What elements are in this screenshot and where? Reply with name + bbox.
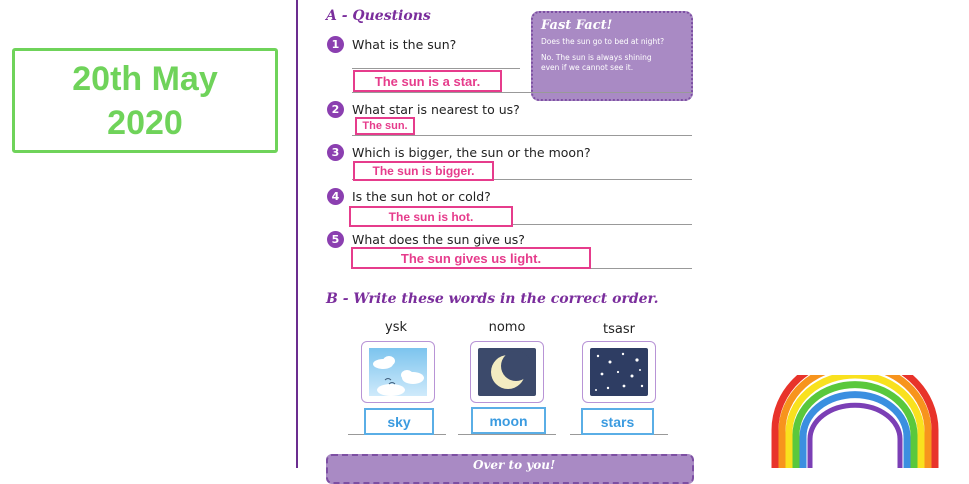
- fast-fact-question: Does the sun go to bed at night?: [541, 37, 665, 46]
- sky-clouds-icon: [369, 348, 427, 396]
- date-line-2: 2020: [107, 103, 183, 142]
- question-text: What is the sun?: [352, 37, 457, 52]
- over-to-you-title: Over to you!: [473, 458, 556, 472]
- night-stars-icon: [590, 348, 648, 396]
- answer-line: [352, 135, 692, 136]
- answer-box[interactable]: The sun is bigger.: [353, 161, 494, 181]
- scrambled-word: ysk: [385, 320, 407, 335]
- fast-fact-title: Fast Fact!: [541, 18, 613, 33]
- question-number: 3: [327, 144, 344, 161]
- date-box: [12, 48, 278, 153]
- section-b-title: B - Write these words in the correct order.: [326, 291, 659, 307]
- answer-box[interactable]: The sun gives us light.: [351, 247, 591, 269]
- answer-line: [352, 92, 692, 93]
- over-to-you-box: [326, 454, 694, 484]
- crescent-moon-icon: [478, 348, 536, 396]
- question-text: Which is bigger, the sun or the moon?: [352, 145, 591, 160]
- rainbow-drawing: [765, 375, 945, 468]
- question-text: What star is nearest to us?: [352, 102, 520, 117]
- answer-box[interactable]: The sun.: [355, 117, 415, 135]
- word-answer-box[interactable]: moon: [471, 407, 546, 434]
- scrambled-word: tsasr: [603, 322, 635, 337]
- answer-line: [458, 434, 556, 435]
- question-text: What does the sun give us?: [352, 232, 525, 247]
- answer-box[interactable]: The sun is hot.: [349, 206, 513, 227]
- question-number: 4: [327, 188, 344, 205]
- moon-picture: [470, 341, 544, 403]
- scrambled-word: nomo: [488, 320, 526, 335]
- question-number: 1: [327, 36, 344, 53]
- word-answer-box[interactable]: stars: [581, 408, 654, 435]
- section-a-title: A - Questions: [326, 8, 431, 24]
- answer-line: [352, 68, 520, 69]
- stars-picture: [582, 341, 656, 403]
- word-answer-box[interactable]: sky: [364, 408, 434, 435]
- worksheet-border: [296, 0, 298, 468]
- sky-picture: [361, 341, 435, 403]
- date-line-1: 20th May: [72, 59, 218, 98]
- question-text: Is the sun hot or cold?: [352, 189, 491, 204]
- question-number: 2: [327, 101, 344, 118]
- question-number: 5: [327, 231, 344, 248]
- fast-fact-box: [531, 11, 693, 101]
- answer-box[interactable]: The sun is a star.: [353, 70, 502, 92]
- fast-fact-answer: No. The sun is always shining even if we cannot see it.: [541, 53, 652, 72]
